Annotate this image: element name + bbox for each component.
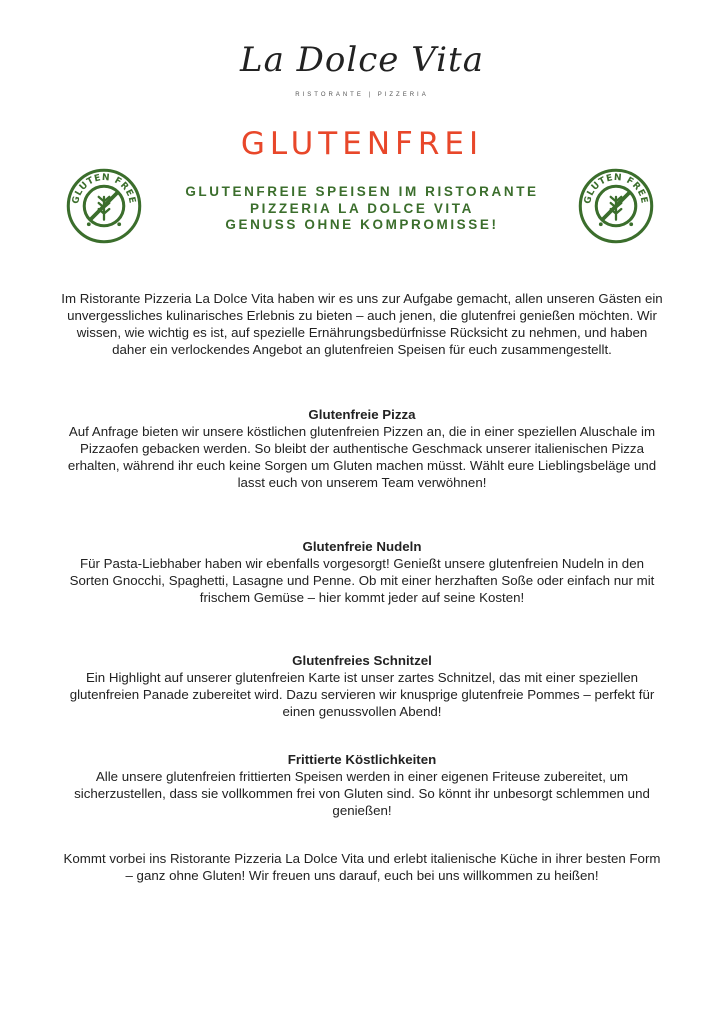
- subheading-block: [140, 184, 584, 234]
- section-gluten-free-pasta: [60, 538, 664, 606]
- subheading-line: PIZZERIA LA DOLCE VITA: [250, 200, 474, 216]
- page-title: GLUTENFREI: [240, 126, 484, 162]
- section-gluten-free-pizza: [60, 406, 664, 491]
- logo: [0, 40, 724, 98]
- subheading-line: GENUSS OHNE KOMPROMISSE!: [225, 217, 499, 232]
- badge-text: GLUTEN FREE: [583, 172, 649, 205]
- closing-paragraph: Kommt vorbei ins Ristorante Pizzeria La Dolce Vita und erlebt italienische Küche in ihrer besten Form – ganz ohne Gluten! Wir freuen uns darauf, euch bei uns willkommen zu heißen!: [63, 851, 661, 883]
- section-heading: Glutenfreie Nudeln: [302, 539, 422, 554]
- section-fried-dishes: [60, 751, 664, 819]
- logo-subtitle: RISTORANTE | PIZZERIA: [295, 92, 429, 98]
- section-heading: Glutenfreies Schnitzel: [292, 653, 432, 668]
- intro-paragraph: Im Ristorante Pizzeria La Dolce Vita haben wir es uns zur Aufgabe gemacht, allen unseren Gästen ein unvergessliches kulinarisches Erlebnis zu bieten – auch jenen, die glutenfrei genießen möchten. Wir wissen, wie wichtig es ist, auf spezielle Ernährungsbedürfnisse Rücksicht zu nehmen, und haben daher ein verlockendes Angebot an glutenfreien Speisen für euch zusammengestellt.: [61, 291, 663, 357]
- subheading-line: GLUTENFREIE SPEISEN IM RISTORANTE: [185, 184, 539, 199]
- section-gluten-free-schnitzel: [60, 652, 664, 720]
- gluten-free-badge-icon: [578, 168, 654, 244]
- section-text: Ein Highlight auf unserer glutenfreien Karte ist unser zartes Schnitzel, das mit einer speziellen glutenfreien Panade zubereitet wird. Dazu servieren wir knusprige glutenfreie Pommes – perfekt für einen genussvollen Abend!: [69, 670, 655, 719]
- section-text: Alle unsere glutenfreien frittierten Speisen werden in einer eigenen Friteuse zubereitet, um sicherzustellen, dass sie vollkommen frei von Gluten sind. So könnt ihr unbesorgt schlemmen und genießen!: [74, 769, 650, 818]
- section-heading: Glutenfreie Pizza: [308, 407, 416, 422]
- badge-text: GLUTEN FREE: [71, 172, 137, 205]
- section-text: Auf Anfrage bieten wir unsere köstlichen glutenfreien Pizzen an, die in einer speziellen Aluschale im Pizzaofen gebacken werden. So bleibt der authentische Geschmack unserer italienischen Pizza erhalten, während ihr euch keine Sorgen um Gluten machen müsst. Wählt eure Lieblingsbeläge und lasst euch von unserem Team verwöhnen!: [67, 424, 657, 490]
- section-heading: Frittierte Köstlichkeiten: [287, 752, 437, 767]
- gluten-free-badge-icon: [66, 168, 142, 244]
- section-text: Für Pasta-Liebhaber haben wir ebenfalls vorgesorgt! Genießt unsere glutenfreien Nudeln in den Sorten Gnocchi, Spaghetti, Lasagne und Penne. Ob mit einer herzhaften Soße oder einfach nur mit frischem Gemüse – hier kommt jeder auf seine Kosten!: [69, 556, 655, 605]
- logo-script: La Dolce Vita: [240, 40, 484, 80]
